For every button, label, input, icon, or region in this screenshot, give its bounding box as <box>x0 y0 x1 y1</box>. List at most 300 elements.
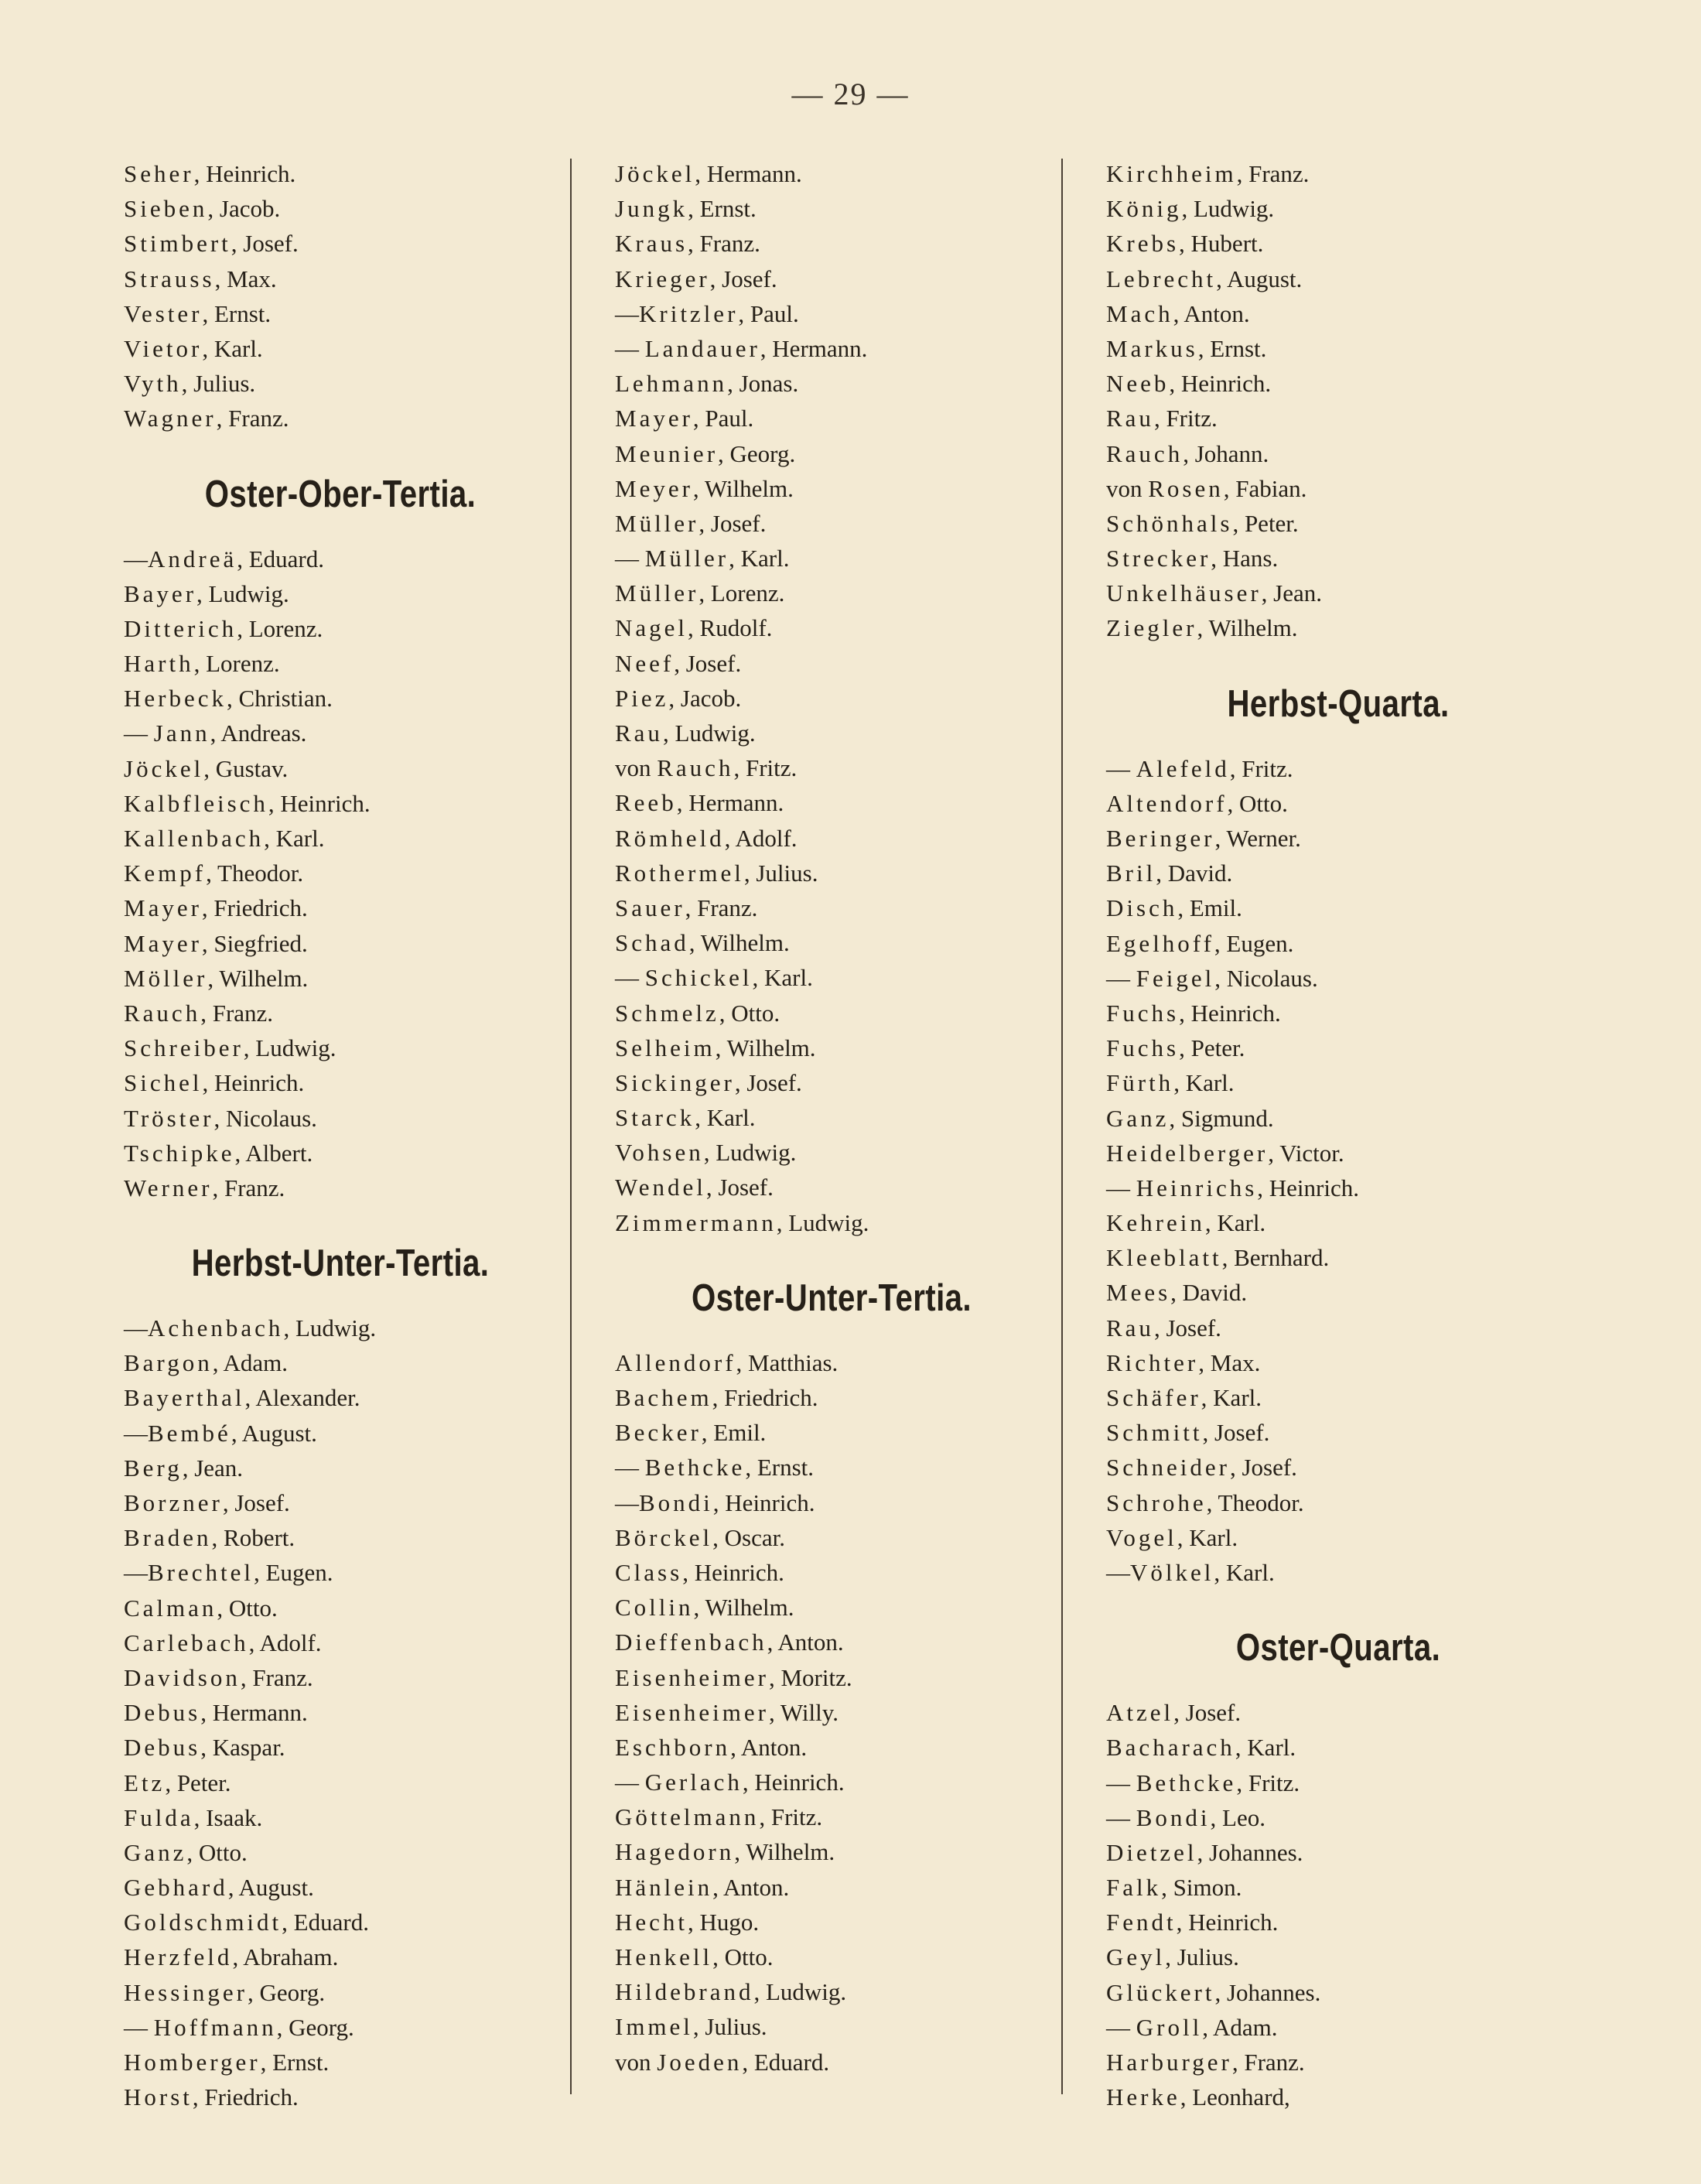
surname: Horst <box>124 2083 193 2111</box>
student-entry <box>615 471 1048 506</box>
name-separator: , <box>1156 860 1168 887</box>
given-name: Josef. <box>1185 1699 1242 1727</box>
student-entry <box>1106 1905 1570 1940</box>
surname: Kritzler <box>639 299 739 327</box>
given-name: Karl. <box>1247 1734 1296 1762</box>
surname: Rau <box>1106 1314 1154 1342</box>
given-name: Wilhelm. <box>219 964 309 992</box>
student-entry <box>615 261 1048 296</box>
name-separator: , <box>232 1943 244 1971</box>
name-separator: , <box>1173 1699 1186 1727</box>
surname: Sieben <box>124 195 208 223</box>
given-name: Julius. <box>705 2013 767 2041</box>
name-separator: , <box>759 1803 771 1831</box>
surname: Goldschmidt <box>124 1909 282 1936</box>
surname: Debus <box>124 1734 201 1762</box>
student-entry <box>124 786 557 821</box>
surname: Sichel <box>124 1069 203 1097</box>
student-entry <box>615 1730 1048 1765</box>
given-name: Oscar. <box>724 1523 785 1551</box>
name-separator: , <box>712 1384 725 1411</box>
name-separator: , <box>217 1594 229 1622</box>
given-name: Hermann. <box>212 1699 308 1727</box>
given-name: Emil. <box>1189 894 1242 922</box>
page-number: — 29 — <box>791 77 910 111</box>
student-entry <box>615 1100 1048 1135</box>
name-separator: , <box>705 1174 719 1201</box>
name-separator: , <box>1181 195 1194 223</box>
given-name: Moritz. <box>780 1663 852 1691</box>
entry-dash-mark: — <box>124 1559 148 1587</box>
student-entry <box>1106 1415 1570 1450</box>
given-name: Abraham. <box>243 1943 339 1971</box>
surname: Herbeck <box>124 685 227 713</box>
given-name: Karl. <box>275 825 325 852</box>
given-name: Fritz. <box>770 1803 823 1831</box>
given-name: Julius. <box>1177 1943 1239 1971</box>
name-separator: , <box>682 1558 695 1586</box>
student-entry <box>1106 821 1570 856</box>
student-entry <box>124 1905 557 1940</box>
given-name: Ludwig. <box>675 719 756 747</box>
given-name: Paul. <box>705 405 754 432</box>
given-name: Wilhelm. <box>1208 614 1298 642</box>
student-entry <box>124 1835 557 1870</box>
name-separator: , <box>1177 1523 1190 1551</box>
surname: Ganz <box>124 1838 187 1866</box>
surname: Etz <box>124 1769 166 1796</box>
surname: Harburger <box>1106 2049 1232 2076</box>
given-name: Jean. <box>1273 579 1323 607</box>
given-name: Ludwig. <box>295 1314 377 1342</box>
given-name: Ernst. <box>213 299 272 327</box>
student-entry <box>1106 1311 1570 1345</box>
given-name: Josef. <box>746 1068 802 1096</box>
given-name: Ludwig. <box>208 579 289 607</box>
given-name: Max. <box>227 265 277 292</box>
surname: Kraus <box>615 230 688 258</box>
given-name: Ernst. <box>1210 334 1267 362</box>
surname: Gerlach <box>644 1769 743 1796</box>
student-entry <box>1106 156 1570 191</box>
name-separator: , <box>724 824 736 852</box>
surname: Lehmann <box>615 370 728 398</box>
student-entry <box>124 1730 557 1765</box>
given-name: Peter. <box>1190 1034 1245 1062</box>
class-heading: Oster-Unter-Tertia. <box>691 1277 972 1319</box>
surname: Müller <box>615 509 699 537</box>
given-name: Rudolf. <box>699 614 773 642</box>
surname: Nagel <box>615 614 688 642</box>
surname: Beringer <box>1106 825 1215 852</box>
given-name: Nicolaus. <box>1226 964 1318 992</box>
given-name: Ludwig. <box>765 1978 847 2006</box>
student-entry <box>1106 296 1570 331</box>
surname: Schönhals <box>1106 509 1233 537</box>
surname: Rosen <box>1148 474 1224 502</box>
student-entry <box>615 1590 1048 1625</box>
given-name: Heinrich. <box>280 789 371 817</box>
student-entry <box>615 401 1048 436</box>
surname: Meyer <box>615 474 693 502</box>
name-separator: , <box>260 2049 273 2076</box>
given-name: Fabian. <box>1235 474 1307 502</box>
student-entry <box>1106 610 1570 645</box>
student-entry <box>615 1345 1048 1380</box>
name-prefix: von <box>615 2048 658 2076</box>
name-separator: , <box>695 160 707 187</box>
given-name: Leonhard, <box>1192 2083 1290 2111</box>
name-separator: , <box>214 265 227 292</box>
class-heading: Oster-Quarta. <box>1235 1627 1441 1670</box>
given-name: Adam. <box>223 1349 289 1377</box>
given-name: Ernst. <box>757 1454 815 1482</box>
name-separator: , <box>712 1943 725 1970</box>
surname: Class <box>615 1558 683 1586</box>
name-separator: , <box>699 509 711 537</box>
name-separator: , <box>202 1069 214 1097</box>
student-entry <box>124 926 557 961</box>
student-entry <box>615 1170 1048 1205</box>
surname: Schad <box>615 929 689 957</box>
student-entry <box>1106 1380 1570 1415</box>
student-entry <box>124 1030 557 1065</box>
surname: Bondi <box>639 1488 713 1516</box>
given-name: Franz. <box>212 999 274 1027</box>
name-separator: , <box>201 894 214 922</box>
entry-dash-mark: — <box>1106 754 1136 782</box>
surname: Fürth <box>1106 1069 1174 1097</box>
name-separator: , <box>1211 545 1223 572</box>
surname: Vester <box>124 299 203 327</box>
name-separator: , <box>237 614 249 642</box>
name-separator: , <box>212 1349 224 1377</box>
given-name: Leo. <box>1222 1803 1266 1831</box>
student-entry <box>1106 1485 1570 1520</box>
student-entry <box>1106 436 1570 471</box>
given-name: Johannes. <box>1226 1978 1321 2006</box>
given-name: Ludwig. <box>788 1208 869 1236</box>
student-entry <box>1106 1345 1570 1380</box>
name-separator: , <box>282 1909 294 1936</box>
name-separator: , <box>1261 579 1274 607</box>
name-separator: , <box>688 614 700 642</box>
given-name: Adolf. <box>259 1629 322 1656</box>
name-separator: , <box>693 1594 705 1622</box>
given-name: Friedrich. <box>724 1384 818 1411</box>
entry-dash-mark: — <box>1106 2013 1136 2041</box>
student-entry <box>1106 1765 1570 1800</box>
given-name: Eduard. <box>248 545 325 572</box>
student-entry <box>1106 1240 1570 1275</box>
surname: Strauss <box>124 265 215 292</box>
surname: Bethcke <box>1136 1769 1237 1796</box>
given-name: Karl. <box>740 545 790 572</box>
student-entry <box>615 856 1048 890</box>
student-entry <box>124 1345 557 1380</box>
surname: Glückert <box>1106 1978 1215 2006</box>
name-separator: , <box>734 1838 746 1866</box>
surname: Groll <box>1136 2013 1203 2041</box>
student-entry <box>1106 926 1570 961</box>
entry-dash-mark: — <box>1106 1769 1136 1796</box>
surname: Hoffmann <box>153 2013 277 2041</box>
name-separator: , <box>1173 1069 1186 1097</box>
given-name: Karl. <box>213 334 263 362</box>
name-separator: , <box>712 1488 726 1516</box>
surname: Bondi <box>1136 1803 1211 1831</box>
surname: Sauer <box>615 894 685 921</box>
given-name: Paul. <box>750 299 799 327</box>
name-separator: , <box>1231 2049 1245 2076</box>
student-entry <box>615 576 1048 610</box>
student-entry <box>1106 541 1570 576</box>
surname: Bethcke <box>644 1454 746 1482</box>
name-separator: , <box>186 1838 199 1866</box>
surname: Rauch <box>1106 439 1184 467</box>
name-separator: , <box>730 1733 741 1761</box>
surname: Mach <box>1106 299 1173 327</box>
surname: Dietzel <box>1106 1838 1197 1866</box>
given-name: Anton. <box>740 1733 808 1761</box>
name-separator: , <box>181 370 194 398</box>
given-name: Heinrich. <box>1269 1174 1359 1201</box>
name-separator: , <box>685 894 698 921</box>
given-name: Theodor. <box>1218 1488 1304 1516</box>
name-prefix: von <box>615 754 658 782</box>
entry-dash-mark: — <box>1106 964 1136 992</box>
name-separator: , <box>1229 754 1242 782</box>
student-entry <box>615 1799 1048 1834</box>
column-3 <box>1106 156 1570 2114</box>
given-name: Wilhelm. <box>700 929 790 957</box>
entry-dash-mark: — <box>615 545 645 572</box>
student-entry <box>615 681 1048 716</box>
surname: Möller <box>124 964 208 992</box>
surname: Rau <box>1106 405 1154 432</box>
column-divider <box>570 159 572 2094</box>
student-entry <box>124 1625 557 1660</box>
student-entry <box>1106 1555 1570 1590</box>
name-separator: , <box>1268 1139 1280 1167</box>
surname: Bembé <box>148 1419 231 1447</box>
student-entry <box>1106 1730 1570 1765</box>
given-name: Heinrich. <box>206 160 296 187</box>
surname: Strecker <box>1106 545 1211 572</box>
student-entry <box>124 716 557 750</box>
surname: Mayer <box>124 894 202 922</box>
name-separator: , <box>674 649 686 677</box>
entry-dash-mark: — <box>1106 1558 1130 1586</box>
surname: Lebrecht <box>1106 265 1217 292</box>
name-separator: , <box>768 1698 780 1726</box>
student-entry <box>1106 1975 1570 2010</box>
name-separator: , <box>243 1034 256 1062</box>
entry-dash-mark: — <box>615 1454 645 1482</box>
name-separator: , <box>193 1803 207 1831</box>
surname: Falk <box>1106 1874 1162 1902</box>
surname: Eisenheimer <box>615 1698 769 1726</box>
given-name: Karl. <box>1225 1558 1275 1586</box>
name-separator: , <box>222 1489 235 1516</box>
surname: Alefeld <box>1136 754 1230 782</box>
surname: Ganz <box>1106 1104 1170 1132</box>
surname: Börckel <box>615 1523 713 1551</box>
given-name: Hermann. <box>688 789 784 817</box>
student-entry <box>615 1135 1048 1170</box>
given-name: Ludwig. <box>255 1034 336 1062</box>
given-name: Josef. <box>1166 1314 1221 1342</box>
student-entry <box>124 1695 557 1730</box>
surname: Neef <box>615 649 675 677</box>
name-separator: , <box>1227 789 1240 817</box>
student-entry <box>615 785 1048 820</box>
student-entry <box>1106 1136 1570 1171</box>
surname: Schmitt <box>1106 1419 1203 1447</box>
student-entry <box>615 1520 1048 1555</box>
name-separator: , <box>688 929 701 957</box>
surname: Andreä <box>148 545 237 572</box>
entry-dash-mark: — <box>124 719 154 747</box>
student-entry <box>124 1555 557 1590</box>
student-entry <box>1106 996 1570 1030</box>
surname: Fendt <box>1106 1909 1177 1936</box>
name-separator: , <box>1179 999 1191 1027</box>
student-entry <box>1106 401 1570 436</box>
student-entry <box>1106 786 1570 821</box>
student-entry <box>1106 366 1570 401</box>
surname: Altendorf <box>1106 789 1228 817</box>
name-separator: , <box>207 964 220 992</box>
name-separator: , <box>703 1139 716 1167</box>
surname: Rauch <box>124 999 201 1027</box>
student-entry <box>615 366 1048 401</box>
name-separator: , <box>733 754 746 782</box>
student-entry <box>615 1380 1048 1415</box>
student-entry <box>615 925 1048 960</box>
student-entry <box>124 1975 557 2010</box>
student-entry <box>1106 1695 1570 1730</box>
name-separator: , <box>202 299 214 327</box>
name-separator: , <box>1169 370 1181 398</box>
student-entry <box>1106 1030 1570 1065</box>
name-separator: , <box>234 1139 246 1167</box>
student-entry <box>615 506 1048 541</box>
given-name: Wilhelm. <box>746 1838 835 1866</box>
surname: Richter <box>1106 1348 1199 1376</box>
student-entry <box>124 1660 557 1695</box>
surname: Bril <box>1106 860 1156 887</box>
name-separator: , <box>1232 509 1245 537</box>
given-name: Friedrich. <box>213 894 308 922</box>
surname: Hecht <box>615 1908 688 1936</box>
student-entry <box>124 821 557 856</box>
student-entry <box>615 1940 1048 1974</box>
given-name: Hugo. <box>699 1908 760 1936</box>
given-name: David. <box>1182 1279 1248 1307</box>
student-entry <box>1106 1940 1570 1974</box>
surname: Mayer <box>124 929 202 957</box>
student-entry <box>124 1591 557 1625</box>
given-name: Sigmund. <box>1180 1104 1274 1132</box>
surname: Krieger <box>615 265 710 292</box>
name-separator: , <box>1229 1454 1242 1482</box>
student-entry <box>615 996 1048 1030</box>
name-separator: , <box>1173 299 1184 327</box>
surname: Debus <box>124 1699 201 1727</box>
student-entry <box>1106 751 1570 786</box>
name-separator: , <box>212 1174 224 1201</box>
given-name: August. <box>1226 265 1303 292</box>
surname: Achenbach <box>148 1314 284 1342</box>
student-entry <box>124 751 557 786</box>
given-name: Heinrich. <box>214 1069 305 1097</box>
given-name: Albert. <box>245 1139 313 1167</box>
surname: Heinrichs <box>1136 1174 1258 1201</box>
student-entry <box>124 1136 557 1171</box>
student-entry <box>124 261 557 296</box>
surname: Borzner <box>124 1489 223 1516</box>
student-entry <box>124 611 557 646</box>
name-separator: , <box>688 1908 700 1936</box>
student-entry <box>1106 1065 1570 1100</box>
student-entry <box>124 646 557 681</box>
name-separator: , <box>676 789 689 817</box>
student-entry <box>1106 856 1570 890</box>
surname: Schreiber <box>124 1034 244 1062</box>
given-name: Lorenz. <box>710 579 785 607</box>
surname: Tschipke <box>124 1139 235 1167</box>
name-separator: , <box>227 685 239 713</box>
name-separator: , <box>207 195 220 223</box>
name-separator: , <box>727 370 739 398</box>
name-separator: , <box>193 160 207 187</box>
surname: Wagner <box>124 405 217 432</box>
given-name: Wilhelm. <box>704 474 794 502</box>
surname: Vyth <box>124 370 182 398</box>
surname: König <box>1106 195 1182 223</box>
name-separator: , <box>729 545 741 572</box>
surname: Atzel <box>1106 1699 1174 1727</box>
given-name: Eduard. <box>293 1909 369 1936</box>
student-entry <box>1106 1870 1570 1905</box>
student-entry <box>124 890 557 925</box>
given-name: Lorenz. <box>206 650 280 678</box>
surname: Schäfer <box>1106 1384 1201 1411</box>
given-name: Franz. <box>224 1174 285 1201</box>
given-name: Georg. <box>289 2013 354 2041</box>
surname: Hessinger <box>124 1978 248 2006</box>
student-entry <box>124 1485 557 1520</box>
name-separator: , <box>709 265 722 292</box>
student-entry <box>615 1065 1048 1100</box>
surname: Völkel <box>1130 1558 1214 1586</box>
given-name: Peter. <box>1244 509 1299 537</box>
column-1 <box>124 156 557 2114</box>
student-entry <box>124 1380 557 1415</box>
given-name: Fritz. <box>1248 1769 1300 1796</box>
student-entry <box>124 1800 557 1835</box>
student-entry <box>615 1485 1048 1520</box>
student-entry <box>1106 890 1570 925</box>
given-name: Franz. <box>252 1663 313 1691</box>
given-name: Adam. <box>1212 2013 1278 2041</box>
name-separator: , <box>1210 1803 1223 1831</box>
surname: Unkelhäuser <box>1106 579 1262 607</box>
name-separator: , <box>1214 1558 1226 1586</box>
student-entry <box>615 821 1048 856</box>
given-name: Hermann. <box>706 160 802 187</box>
